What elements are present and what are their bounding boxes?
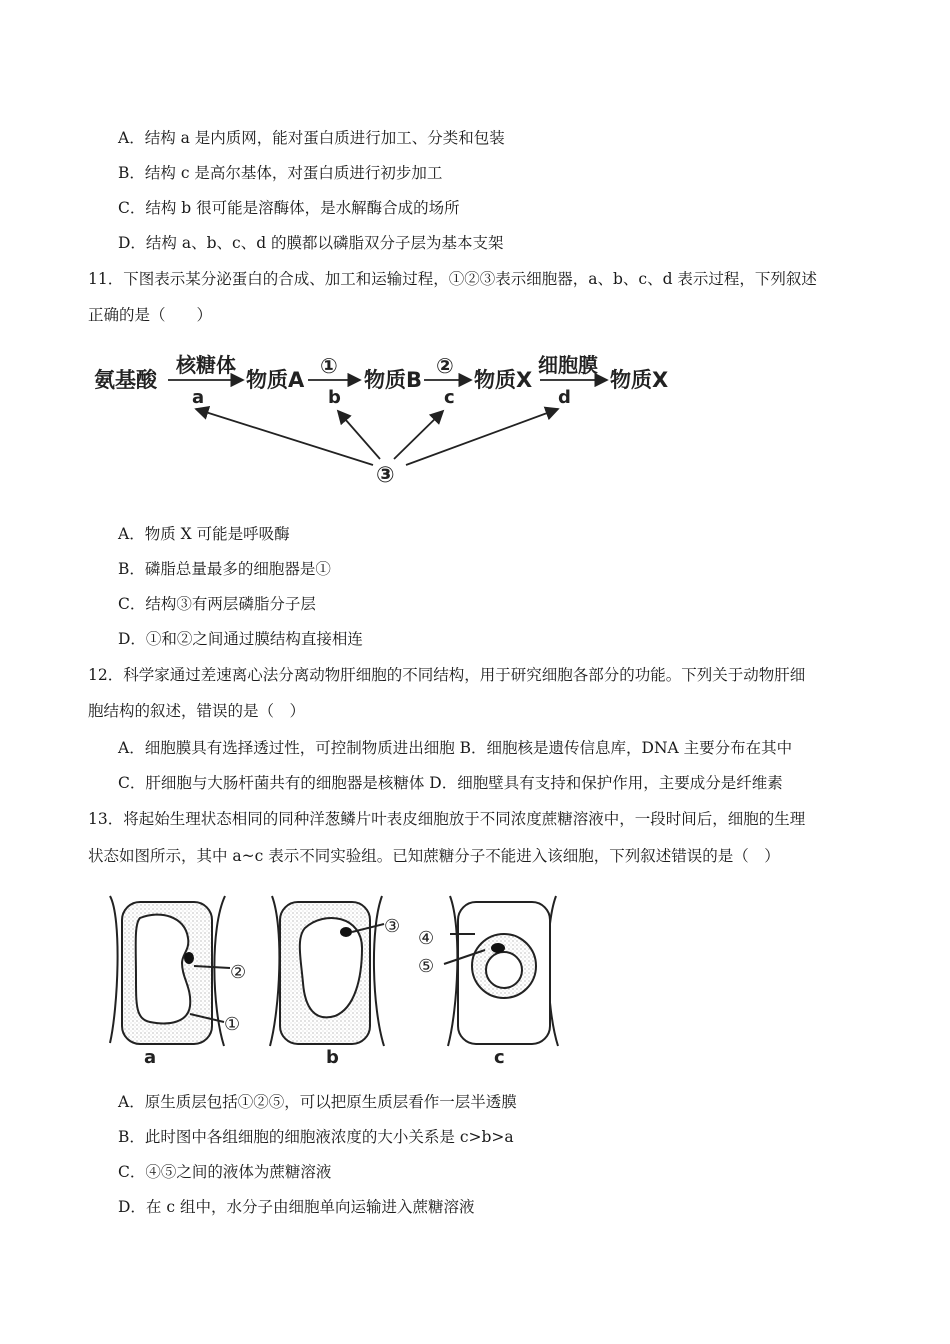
cell-b (270, 896, 384, 1046)
organelle-1-label: ① (320, 354, 338, 378)
q11-option-c: C．结构③有两层磷脂分子层 (118, 595, 316, 613)
substance-b-label: 物质B (364, 368, 423, 392)
q12-stem-line2: 胞结构的叙述，错误的是（ ） (88, 702, 306, 720)
q11-option-a: A．物质 X 可能是呼吸酶 (118, 525, 290, 543)
secretory-protein-flow-diagram (88, 345, 688, 495)
q12-stem-line1: 12．科学家通过差速离心法分离动物肝细胞的不同结构，用于研究细胞各部分的功能。下列关于动物肝细 (88, 666, 806, 684)
arrow-3-to-b (338, 411, 380, 459)
amino-acid-label: 氨基酸 (94, 368, 157, 392)
cell-c-label: c (494, 1047, 505, 1068)
marker-1: ① (224, 1014, 241, 1035)
marker-2: ② (230, 962, 247, 983)
q12-options-row2: C．肝细胞与大肠杆菌共有的细胞器是核糖体 D．细胞壁具有支持和保护作用，主要成分是纤维素 (118, 774, 783, 792)
q13-option-a: A．原生质层包括①②⑤，可以把原生质层看作一层半透膜 (118, 1093, 517, 1111)
cell-membrane-label: 细胞膜 (538, 353, 598, 377)
q10-option-d: D．结构 a、b、c、d 的膜都以磷脂双分子层为基本支架 (118, 234, 504, 252)
q10-option-a: A．结构 a 是内质网，能对蛋白质进行加工、分类和包装 (118, 129, 505, 147)
q12-options-row1: A．细胞膜具有选择透过性，可控制物质进出细胞 B．细胞核是遗传信息库，DNA 主要分布在其中 (118, 739, 793, 757)
substance-x2-label: 物质X (610, 368, 669, 392)
q13-option-c: C．④⑤之间的液体为蔗糖溶液 (118, 1163, 332, 1181)
q11-option-d: D．①和②之间通过膜结构直接相连 (118, 630, 363, 648)
process-c-label: c (444, 387, 455, 408)
cell-b-label: b (326, 1047, 339, 1068)
onion-cell-plasmolysis-figure (100, 888, 570, 1068)
arrow-3-to-a (196, 409, 373, 465)
cell-c-nucleus (491, 943, 505, 953)
cell-b-nucleus (340, 927, 352, 937)
q11-stem-line1: 11．下图表示某分泌蛋白的合成、加工和运输过程，①②③表示细胞器，a、b、c、d 表示过程，下列叙述 (88, 270, 817, 288)
marker-3: ③ (384, 916, 401, 937)
marker-4: ④ (418, 928, 435, 949)
arrow-3-to-c (394, 411, 443, 459)
organelle-3-label: ③ (376, 463, 395, 488)
q13-stem-line2: 状态如图所示，其中 a~c 表示不同实验组。已知蔗糖分子不能进入该细胞，下列叙述错误的是（ ） (88, 847, 780, 865)
ribosome-label: 核糖体 (176, 353, 236, 377)
arrow-3-to-d (406, 409, 558, 465)
substance-a-label: 物质A (246, 368, 305, 392)
process-a-label: a (192, 387, 205, 408)
q13-option-d: D．在 c 组中，水分子由细胞单向运输进入蔗糖溶液 (118, 1198, 475, 1216)
q11-stem-line2: 正确的是（ ） (88, 306, 213, 324)
q10-option-b: B．结构 c 是高尔基体，对蛋白质进行初步加工 (118, 164, 443, 182)
cell-a-nucleus (184, 952, 194, 964)
q13-stem-line1: 13．将起始生理状态相同的同种洋葱鳞片叶表皮细胞放于不同浓度蔗糖溶液中，一段时间后，细胞的生理 (88, 810, 806, 828)
substance-x1-label: 物质X (474, 368, 533, 392)
q13-option-b: B．此时图中各组细胞的细胞液浓度的大小关系是 c>b>a (118, 1128, 514, 1146)
cell-a-label: a (144, 1047, 157, 1068)
q10-option-c: C．结构 b 很可能是溶酶体，是水解酶合成的场所 (118, 199, 460, 217)
cell-c (444, 896, 558, 1046)
organelle-2-label: ② (436, 354, 454, 378)
marker-5: ⑤ (418, 956, 435, 977)
process-d-label: d (558, 387, 571, 408)
process-b-label: b (328, 387, 341, 408)
q11-option-b: B．磷脂总量最多的细胞器是① (118, 560, 331, 578)
cell-a (110, 896, 230, 1046)
